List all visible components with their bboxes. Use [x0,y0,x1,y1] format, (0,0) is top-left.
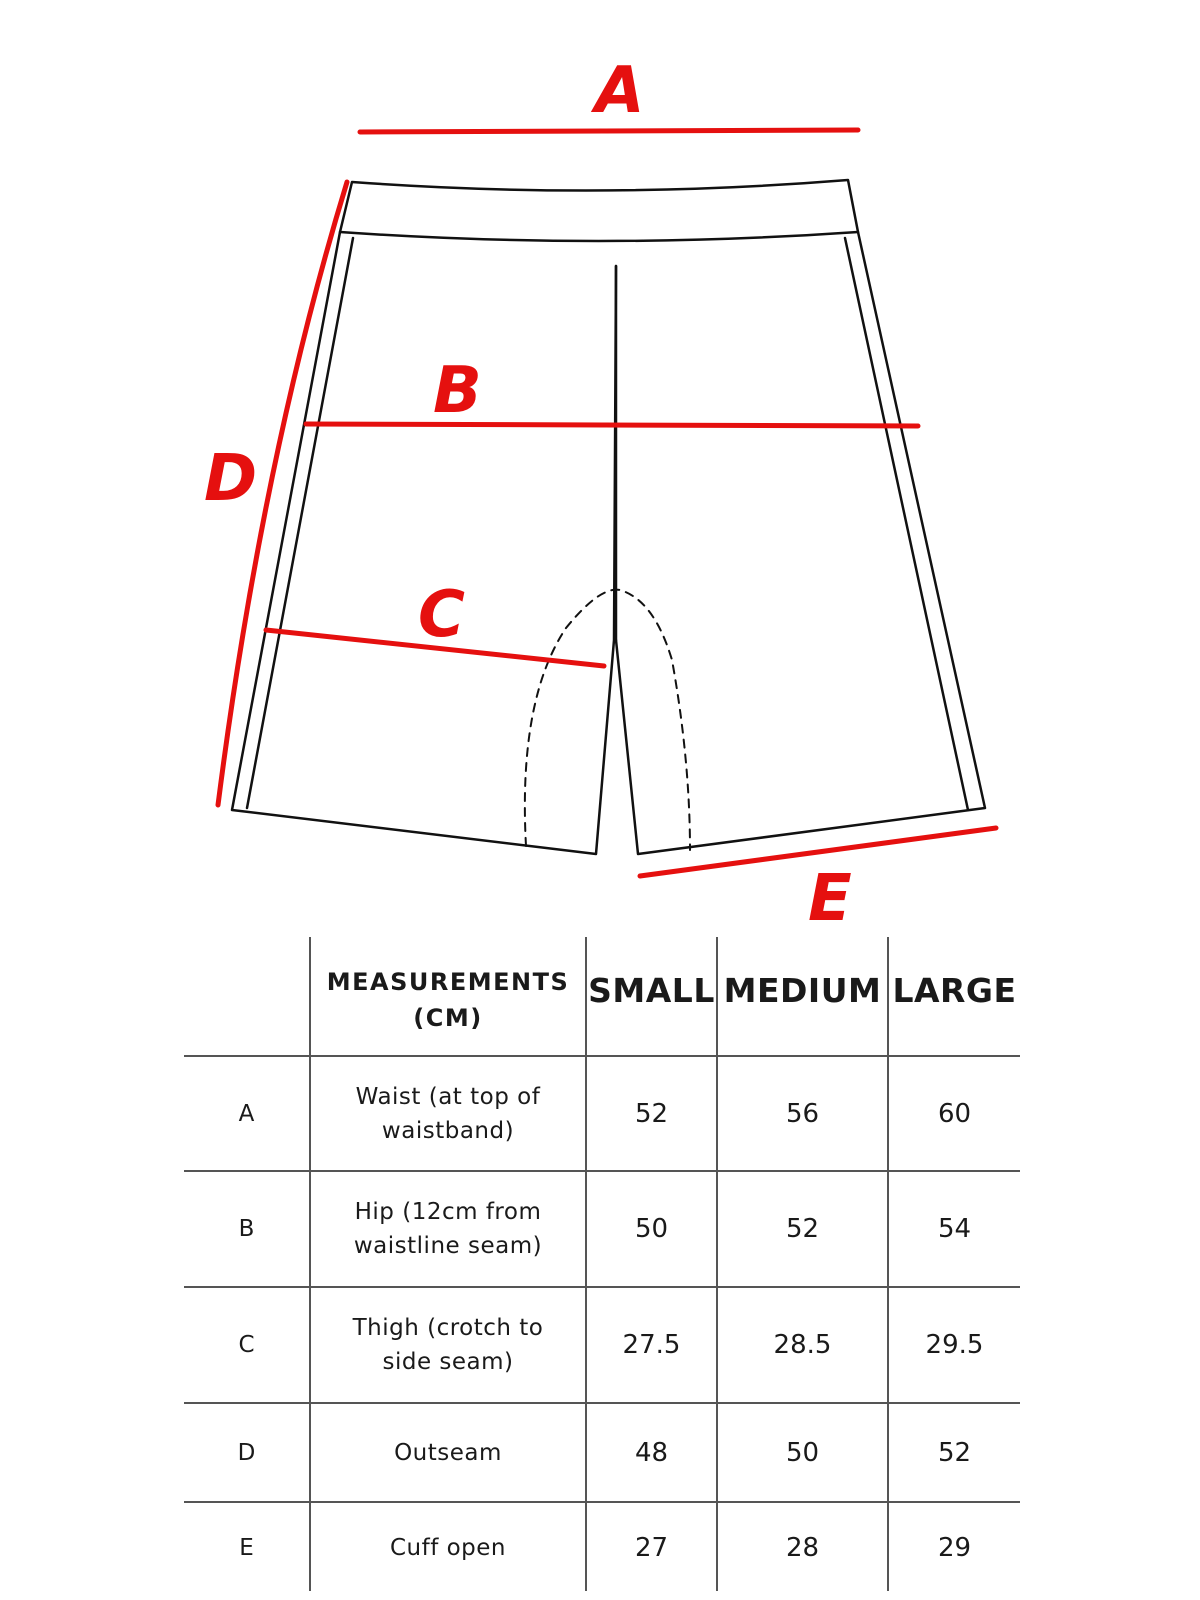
measure-line-b [306,424,918,426]
row-letter: C [238,1332,255,1358]
value-large: 54 [937,1214,972,1244]
value-large: 60 [937,1098,972,1129]
measurements-header-title: MEASUREMENTS [326,968,570,996]
value-medium: 28.5 [773,1330,832,1360]
value-large: 29 [937,1533,972,1563]
row-letter: A [238,1100,255,1127]
row-description: Cuff open [389,1535,507,1561]
row-letter: E [239,1535,254,1561]
value-small: 27 [634,1533,669,1563]
value-large: 52 [937,1437,972,1468]
measurements-header-unit: (CM) [413,1004,483,1032]
shorts-outline [232,180,985,854]
value-small: 27.5 [622,1330,681,1360]
row-letter: B [238,1216,255,1242]
row-description: Outseam [394,1439,502,1466]
row-letter: D [237,1439,256,1466]
value-medium: 50 [785,1437,820,1468]
value-small: 50 [634,1214,669,1244]
measurements-header [311,945,585,1055]
value-medium: 28 [785,1533,820,1563]
value-medium: 56 [785,1098,820,1129]
label-e: E [808,862,852,930]
size-header-small: SMALL [588,970,715,1010]
size-header-medium: MEDIUM [723,970,882,1010]
value-small: 48 [634,1437,669,1468]
label-d: D [204,442,258,516]
label-b: B [433,354,482,428]
size-header-large: LARGE [892,970,1017,1010]
label-c: C [418,578,465,652]
row-description: Waist (at top of waistband) [355,1083,541,1144]
value-medium: 52 [785,1214,820,1244]
row-description: Thigh (crotch to side seam) [352,1315,544,1375]
value-large: 29.5 [925,1330,984,1360]
row-description: Hip (12cm from waistline seam) [353,1199,543,1259]
label-a: A [595,54,645,128]
value-small: 52 [634,1098,669,1129]
measure-line-a [360,130,858,132]
